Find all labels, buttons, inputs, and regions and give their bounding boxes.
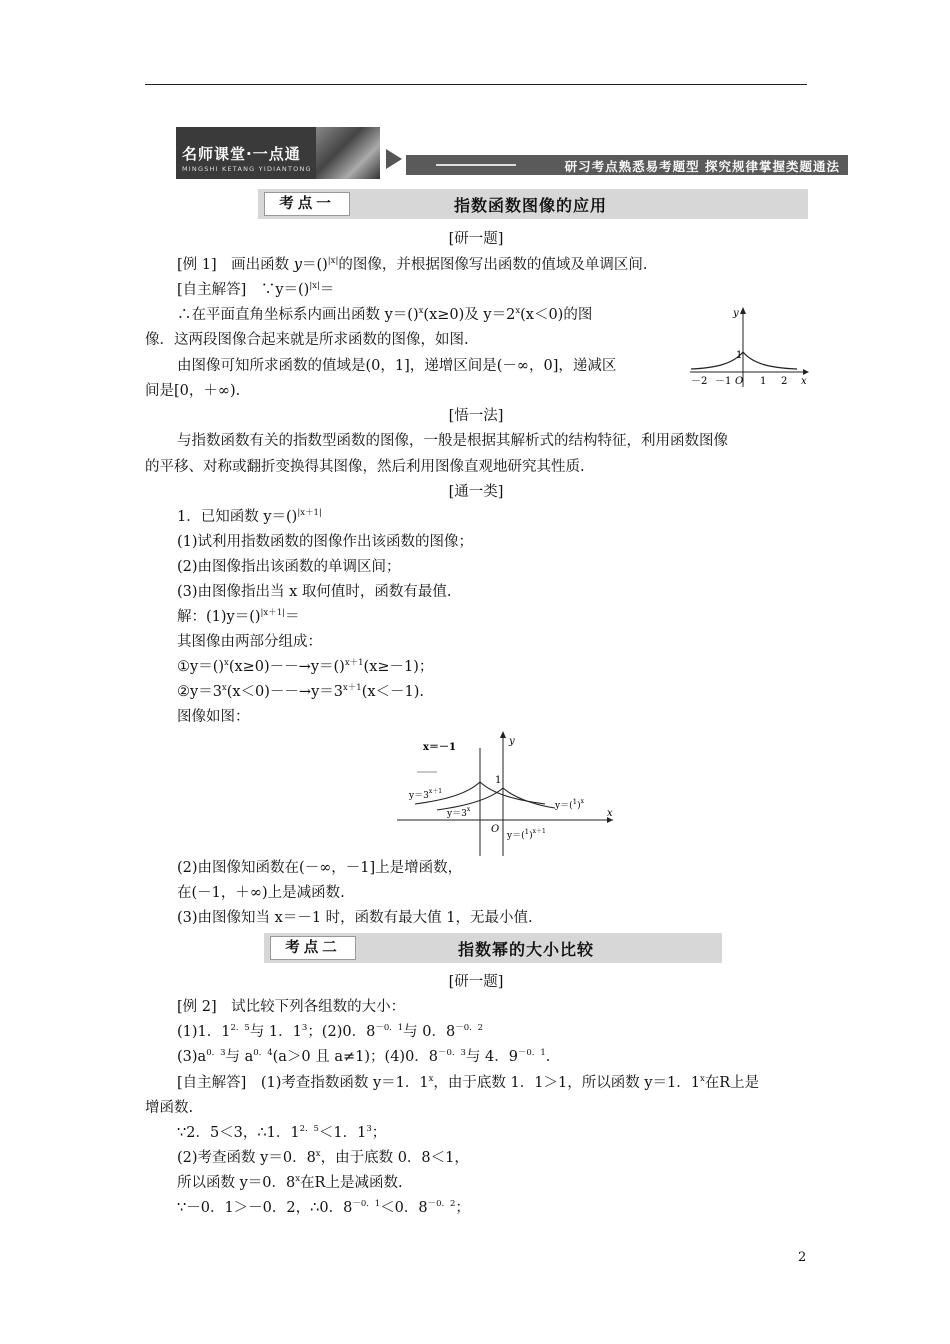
graph2-one: 1 — [495, 775, 502, 786]
solution-line1: 解：(1)y＝()$^{|x+1|}$＝ — [177, 608, 300, 625]
solution-line2: 其图像由两部分组成： — [177, 634, 322, 650]
header-rule — [145, 84, 807, 85]
example-2-answer-3: ∵2．5＜3，∴1．$1^{2.5}<1$．$1^3$； — [177, 1124, 387, 1141]
graph-exercise-1 — [395, 728, 615, 858]
banner-pinyin: MINGSHI KETANG YIDIANTONG — [182, 165, 312, 173]
kaodian-2-label: 考点二 — [270, 936, 356, 960]
exercise-1-q2: (2)由图像指出该函数的单调区间； — [177, 559, 401, 575]
example-2-answer-4: (2)考查函数 y＝0．8$^x$，由于底数 0．8＜1， — [177, 1149, 469, 1166]
example-1-line5: 由图像可知所求函数的值域是(0，1]，递增区间是(－∞，0]，递减区 — [177, 358, 617, 374]
banner-slogan: 研习考点熟悉易考题型 探究规律掌握类题通法 — [564, 159, 840, 174]
banner-logo — [176, 127, 380, 179]
graph1-tick: 1 — [760, 376, 767, 387]
graph1-tick: －2 — [691, 376, 708, 387]
graph2-asymptote-label: x＝－1 — [423, 742, 456, 753]
graph1-tick: 2 — [781, 376, 788, 387]
example-1-line6: 间是[0，＋∞). — [145, 383, 241, 399]
solution-line6: (2)由图像知函数在(－∞，－1]上是增函数， — [177, 860, 463, 876]
graph2-label-13x: $y=(^1)^x$ — [555, 798, 584, 811]
solution-line5: 图像如图： — [177, 709, 250, 725]
banner-bar — [406, 155, 848, 175]
example-1-line4: 像．这两段图像合起来就是所求函数的图像，如图. — [145, 332, 469, 348]
example-2-answer-2: 增函数. — [145, 1100, 194, 1116]
section-banner — [176, 125, 848, 181]
solution-line3: ①y＝()$^x$(x≥0)－－→y＝()$^{x+1}$(x≥－1)； — [177, 658, 434, 675]
example-1: [例 1] 画出函数 y＝()$^{|x|}$的图像，并根据图像写出函数的值域及单调区间. — [177, 256, 648, 273]
banner-photo — [316, 127, 380, 179]
page-number: 2 — [798, 1250, 807, 1265]
graph2-origin: O — [491, 824, 500, 835]
method-line2: 的平移、对称或翻折变换得其图像，然后利用图像直观地研究其性质. — [145, 459, 585, 475]
section-wu-1: [悟一法] — [448, 408, 504, 424]
example-2-items-1: (1)1．$1^{2.5}$与 1．$1^3$；(2)0．$8^{-0.1}$与 0．$8^{-0.2}$ — [177, 1023, 484, 1040]
kaodian-1-header — [258, 189, 808, 219]
example-1-line3: ∴在平面直角坐标系内画出函数 y＝()$^x$(x≥0)及 $y=2^x(x<0)$的图 — [177, 306, 593, 323]
exercise-1-q1: (1)试利用指数函数的图像作出该函数的图像； — [177, 534, 474, 550]
kaodian-2-title: 指数幂的大小比较 — [458, 940, 595, 959]
banner-title: 名师课堂·一点通 — [182, 145, 301, 163]
graph1-origin: O — [735, 376, 744, 387]
graph2-label-3x1: $y=3^{x+1}$ — [409, 788, 443, 801]
example-2-items-2: $(3)a^{0.3}$与 $a^{0.4}(a>0$ 且 a≠1)；(4)0．$8^{-0.3}$与 4．$9^{-0.1}$. — [177, 1048, 551, 1065]
section-tong-1: [通一类] — [448, 484, 504, 500]
graph1-tick: －1 — [715, 376, 732, 387]
graph1-y-label: y — [733, 308, 739, 319]
graph2-label-3x: $y=3^x$ — [447, 806, 471, 819]
graph2-x-label: x — [607, 808, 613, 819]
graph1-x-label: x — [801, 376, 807, 387]
exercise-1: 1．已知函数 y＝()$^{|x+1|}$ — [177, 508, 322, 525]
solution-line7: 在(－1，＋∞)上是减函数. — [177, 885, 345, 901]
example-2-answer: [自主解答] (1)考查指数函数 y＝1．1$^x$，由于底数 1．1＞1，所以函数 y＝1．1$^x$在R上是 — [177, 1074, 760, 1091]
solution-line8: (3)由图像知当 x＝－1 时，函数有最大值 1，无最小值. — [177, 910, 533, 926]
graph2-label-13x1: $y=(^1)^{x+1}$ — [507, 828, 546, 841]
exercise-1-q3: (3)由图像指出当 x 取何值时，函数有最值. — [177, 584, 452, 600]
method-line1: 与指数函数有关的指数型函数的图像，一般是根据其解析式的结构特征，利用函数图像 — [177, 433, 728, 449]
section-yan-1: [研一题] — [448, 231, 504, 247]
solution-line4: $②y=3^x(x<0)--\to y=3^{x+1}(x<-1)$. — [177, 683, 425, 700]
kaodian-2-header — [264, 933, 722, 963]
graph1-one: 1 — [736, 350, 743, 361]
graph2-y-label: y — [509, 736, 515, 747]
example-2: [例 2] 试比较下列各组数的大小： — [177, 999, 406, 1015]
graph-example-1 — [685, 302, 810, 392]
example-2-answer-6: ∵－0．1＞－0．2，∴0．$8^{-0.1}<0$．$8^{-0.2}$； — [177, 1199, 470, 1216]
kaodian-1-title: 指数函数图像的应用 — [454, 196, 608, 215]
example-2-answer-5: 所以函数 y＝0．8$^x$在R上是减函数. — [177, 1174, 403, 1191]
kaodian-1-label: 考点一 — [264, 192, 350, 216]
example-1-answer: [自主解答] ∵y＝()$^{|x|}$＝ — [177, 281, 335, 298]
section-yan-2: [研一题] — [448, 974, 504, 990]
play-arrow-icon — [386, 149, 402, 169]
